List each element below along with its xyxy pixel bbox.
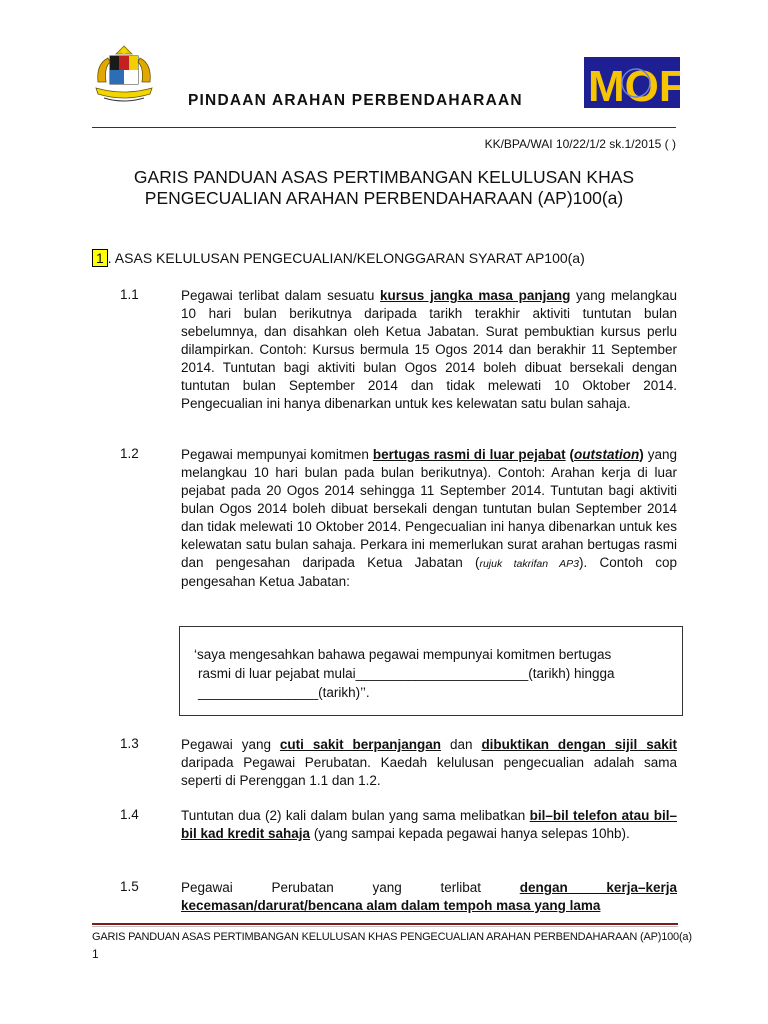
mof-letters: MOF <box>588 62 680 108</box>
item-number-1-4: 1.4 <box>120 807 139 822</box>
item-number-1-5: 1.5 <box>120 879 139 894</box>
paragraph-1-1: Pegawai terlibat dalam sesuatu kursus jangka masa panjang yang melangkau 10 hari bulan berikutnya daripada tarikh terakhir aktiviti tuntutan bulan sebelumnya, dan disahkan oleh Ketua Jabatan. Surat pembuktian kursus perlu dilampirkan. Contoh: Kursus bermula 15 Ogos 2014 dan berakhir 11 September 2014. Tuntutan bagi aktiviti bulan Ogos 2014 boleh dibuat bersekali dengan tuntutan bulan September 2014 dan tidak melewati 10 Oktober 2014. Pengecualian ini hanya dibenarkan untuk kes kelewatan satu bulan sahaja. <box>181 288 677 411</box>
footer-divider <box>92 923 678 925</box>
item-number-1-1: 1.1 <box>120 287 139 302</box>
paragraph-1-5: Pegawai Perubatan yang terlibat dengan kerja–kerja kecemasan/darurat/bencana alam dalam tempoh masa yang lama <box>181 880 677 913</box>
title-line-2: PENGECUALIAN ARAHAN PERBENDAHARAAN (AP)100(a) <box>144 188 624 208</box>
paragraph-1-3: Pegawai yang cuti sakit berpanjangan dan dibuktikan dengan sijil sakit daripada Pegawai Perubatan. Kaedah kelulusan pengecualian adalah sama seperti di Perenggan 1.1 dan 1.2. <box>181 737 678 788</box>
document-reference: KK/BPA/WAI 10/22/1/2 sk.1/2015 ( ) <box>484 137 676 151</box>
paragraph-1-4: Tuntutan dua (2) kali dalam bulan yang sama melibatkan bil–bil telefon atau bil–bil kad kredit sahaja (yang sampai kepada pegawai hanya selepas 10hb). <box>181 808 677 841</box>
mof-logo-icon <box>584 57 680 108</box>
footer-text: GARIS PANDUAN ASAS PERTIMBANGAN KELULUSAN KHAS PENGECUALIAN ARAHAN PERBENDAHARAAN (AP)100(a) <box>92 931 692 943</box>
mof-logo <box>584 57 680 108</box>
section-heading <box>92 249 585 267</box>
document-title <box>0 167 768 209</box>
item-number-1-2: 1.2 <box>120 446 139 461</box>
footer-divider-shadow <box>92 926 678 927</box>
section-number: 1 <box>92 249 108 267</box>
page-number: 1 <box>92 947 99 961</box>
title-line-1: GARIS PANDUAN ASAS PERTIMBANGAN KELULUSAN KHAS <box>133 167 635 187</box>
paragraph-1-2: Pegawai mempunyai komitmen bertugas rasmi di luar pejabat (outstation) yang melangkau 10 hari bulan pada bulan berikutnya). Contoh: Arahan kerja di luar pejabat pada 20 Ogos 2014 sehingga 11 September 2014. Tuntutan bagi aktiviti bulan Ogos 2014 boleh dibuat bersekali dengan tuntutan bulan September 2014 dan tidak melewati 10 Oktober 2014. Pengecualian ini hanya dibenarkan untuk kes kelewatan satu bulan sahaja. Perkara ini memerlukan surat arahan bertugas rasmi dan pengesahan daripada Ketua Jabatan (rujuk takrifan AP3). Contoh cop pengesahan Ketua Jabatan: <box>181 447 677 589</box>
malaysia-crest-logo <box>86 42 162 110</box>
section-heading-text: . ASAS KELULUSAN PENGECUALIAN/KELONGGARAN SYARAT AP100(a) <box>107 250 585 266</box>
header-divider <box>92 127 676 128</box>
header-title: PINDAAN ARAHAN PERBENDAHARAAN <box>188 92 523 109</box>
item-number-1-3: 1.3 <box>120 736 139 751</box>
crest-icon <box>86 42 162 110</box>
certification-text: ‘saya mengesahkan bahawa pegawai mempunyai komitmen bertugas rasmi di luar pejabat mulai_______________________(tarikh) hingga ________________(tarikh)’’. <box>194 647 615 700</box>
